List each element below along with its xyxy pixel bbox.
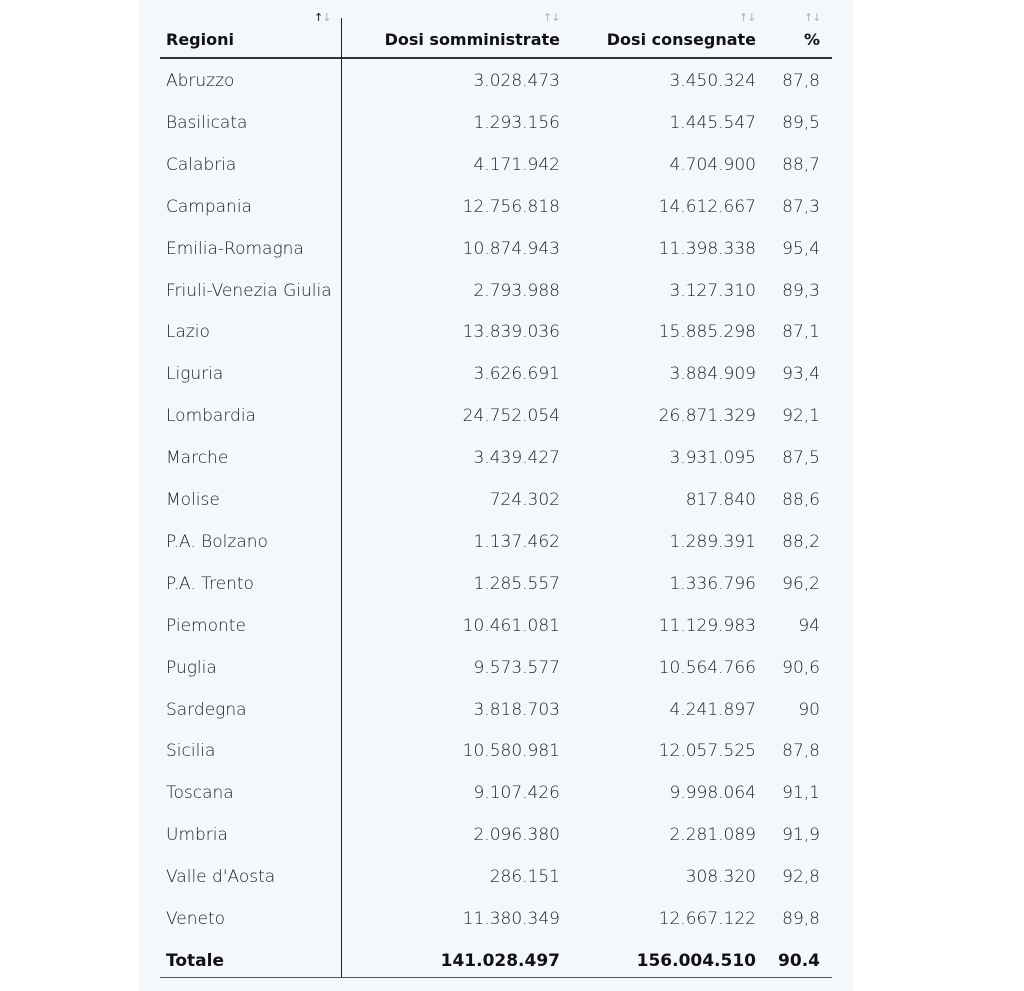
cell-percent: 96,2 bbox=[782, 574, 820, 594]
cell-dosi-consegnate: 1.289.391 bbox=[669, 532, 756, 552]
cell-dosi-consegnate: 12.667.122 bbox=[658, 909, 756, 929]
cell-region: Lombardia bbox=[166, 406, 256, 426]
cell-dosi-consegnate: 3.884.909 bbox=[669, 364, 756, 384]
sort-region-icon[interactable]: ↑↓ bbox=[314, 11, 331, 24]
cell-percent: 92,8 bbox=[782, 867, 820, 887]
cell-dosi-somministrate: 3.626.691 bbox=[473, 364, 560, 384]
cell-region: Piemonte bbox=[166, 616, 246, 636]
cell-region: Toscana bbox=[166, 783, 234, 803]
cell-dosi-somministrate: 286.151 bbox=[489, 867, 560, 887]
header-divider bbox=[160, 57, 832, 59]
cell-dosi-consegnate: 12.057.525 bbox=[658, 741, 756, 761]
cell-dosi-consegnate: 14.612.667 bbox=[658, 197, 756, 217]
column-divider bbox=[341, 18, 342, 978]
sort-dosi-somministrate-icon[interactable]: ↑↓ bbox=[543, 11, 560, 24]
cell-region: Valle d'Aosta bbox=[166, 867, 276, 887]
cell-dosi-somministrate: 12.756.818 bbox=[462, 197, 560, 217]
cell-dosi-consegnate: 4.704.900 bbox=[669, 155, 756, 175]
cell-region: Friuli-Venezia Giulia bbox=[166, 281, 332, 301]
cell-dosi-consegnate: 4.241.897 bbox=[669, 700, 756, 720]
header-dosi-somministrate[interactable]: Dosi somministrate bbox=[384, 30, 560, 49]
cell-dosi-consegnate: 817.840 bbox=[685, 490, 756, 510]
cell-region: Sicilia bbox=[166, 741, 216, 761]
cell-percent: 91,1 bbox=[782, 783, 820, 803]
cell-dosi-consegnate: 15.885.298 bbox=[658, 322, 756, 342]
cell-dosi-somministrate: 4.171.942 bbox=[473, 155, 560, 175]
cell-region: Basilicata bbox=[166, 113, 248, 133]
cell-percent: 87,8 bbox=[782, 71, 820, 91]
cell-dosi-somministrate: 24.752.054 bbox=[462, 406, 560, 426]
cell-region: Molise bbox=[166, 490, 220, 510]
cell-dosi-consegnate: 1.445.547 bbox=[669, 113, 756, 133]
cell-dosi-consegnate: 3.931.095 bbox=[669, 448, 756, 468]
cell-region: Totale bbox=[166, 951, 224, 971]
cell-region: Marche bbox=[166, 448, 229, 468]
cell-percent: 88,2 bbox=[782, 532, 820, 552]
cell-percent: 89,8 bbox=[782, 909, 820, 929]
cell-percent: 89,5 bbox=[782, 113, 820, 133]
cell-percent: 87,8 bbox=[782, 741, 820, 761]
cell-dosi-consegnate: 2.281.089 bbox=[669, 825, 756, 845]
cell-percent: 87,3 bbox=[782, 197, 820, 217]
sort-dosi-consegnate-icon[interactable]: ↑↓ bbox=[739, 11, 756, 24]
cell-region: Puglia bbox=[166, 658, 217, 678]
cell-dosi-somministrate: 10.874.943 bbox=[462, 239, 560, 259]
cell-region: Lazio bbox=[166, 322, 210, 342]
table-bottom-border bbox=[160, 977, 832, 978]
cell-dosi-somministrate: 3.818.703 bbox=[473, 700, 560, 720]
cell-dosi-consegnate: 3.450.324 bbox=[669, 71, 756, 91]
cell-percent: 90.4 bbox=[778, 951, 820, 971]
cell-percent: 90 bbox=[798, 700, 820, 720]
cell-dosi-somministrate: 1.137.462 bbox=[473, 532, 560, 552]
cell-region: Emilia-Romagna bbox=[166, 239, 304, 259]
cell-percent: 88,6 bbox=[782, 490, 820, 510]
cell-percent: 87,1 bbox=[782, 322, 820, 342]
sort-percent-icon[interactable]: ↑↓ bbox=[804, 11, 821, 24]
cell-percent: 89,3 bbox=[782, 281, 820, 301]
cell-dosi-somministrate: 724.302 bbox=[489, 490, 560, 510]
cell-region: P.A. Trento bbox=[166, 574, 254, 594]
cell-dosi-consegnate: 9.998.064 bbox=[669, 783, 756, 803]
cell-dosi-somministrate: 1.293.156 bbox=[473, 113, 560, 133]
cell-region: Abruzzo bbox=[166, 71, 235, 91]
cell-percent: 91,9 bbox=[782, 825, 820, 845]
cell-dosi-consegnate: 10.564.766 bbox=[658, 658, 756, 678]
cell-percent: 95,4 bbox=[782, 239, 820, 259]
cell-percent: 93,4 bbox=[782, 364, 820, 384]
cell-dosi-somministrate: 9.107.426 bbox=[473, 783, 560, 803]
cell-percent: 94 bbox=[798, 616, 820, 636]
cell-region: Umbria bbox=[166, 825, 228, 845]
cell-region: Calabria bbox=[166, 155, 237, 175]
cell-percent: 92,1 bbox=[782, 406, 820, 426]
cell-dosi-somministrate: 2.793.988 bbox=[473, 281, 560, 301]
cell-dosi-consegnate: 26.871.329 bbox=[658, 406, 756, 426]
cell-dosi-somministrate: 3.028.473 bbox=[473, 71, 560, 91]
header-percent[interactable]: % bbox=[803, 30, 820, 49]
cell-dosi-somministrate: 10.461.081 bbox=[462, 616, 560, 636]
cell-region: Campania bbox=[166, 197, 252, 217]
cell-dosi-somministrate: 141.028.497 bbox=[440, 951, 560, 971]
cell-region: Sardegna bbox=[166, 700, 247, 720]
cell-percent: 90,6 bbox=[782, 658, 820, 678]
cell-dosi-somministrate: 11.380.349 bbox=[462, 909, 560, 929]
cell-dosi-somministrate: 9.573.577 bbox=[473, 658, 560, 678]
cell-dosi-consegnate: 11.398.338 bbox=[658, 239, 756, 259]
cell-percent: 88,7 bbox=[782, 155, 820, 175]
cell-dosi-somministrate: 1.285.557 bbox=[473, 574, 560, 594]
header-regioni[interactable]: Regioni bbox=[166, 30, 234, 49]
cell-dosi-consegnate: 1.336.796 bbox=[669, 574, 756, 594]
cell-region: Liguria bbox=[166, 364, 224, 384]
cell-dosi-somministrate: 3.439.427 bbox=[473, 448, 560, 468]
cell-dosi-somministrate: 10.580.981 bbox=[462, 741, 560, 761]
cell-dosi-somministrate: 13.839.036 bbox=[462, 322, 560, 342]
cell-dosi-consegnate: 156.004.510 bbox=[636, 951, 756, 971]
header-dosi-consegnate[interactable]: Dosi consegnate bbox=[606, 30, 756, 49]
cell-percent: 87,5 bbox=[782, 448, 820, 468]
cell-dosi-somministrate: 2.096.380 bbox=[473, 825, 560, 845]
cell-dosi-consegnate: 308.320 bbox=[685, 867, 756, 887]
cell-dosi-consegnate: 3.127.310 bbox=[669, 281, 756, 301]
cell-region: P.A. Bolzano bbox=[166, 532, 268, 552]
cell-region: Veneto bbox=[166, 909, 226, 929]
cell-dosi-consegnate: 11.129.983 bbox=[658, 616, 756, 636]
